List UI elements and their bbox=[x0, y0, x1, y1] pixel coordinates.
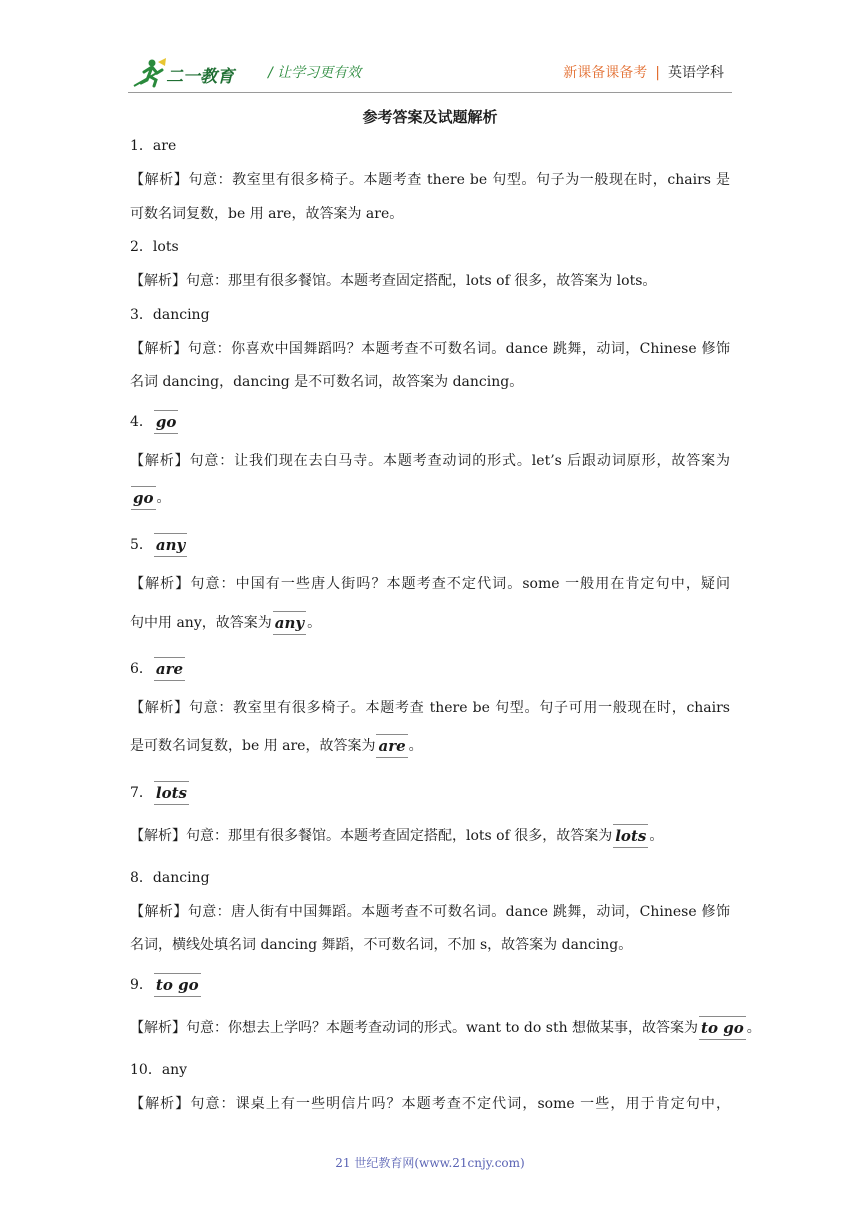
explanation-4-line-2: go 。 bbox=[130, 484, 171, 512]
header-slogan: / 让学习更有效 bbox=[268, 65, 362, 81]
handwritten-answer: lots bbox=[613, 822, 648, 850]
explanation-3-line-2: 名词 dancing，dancing 是不可数名词，故答案为 dancing。 bbox=[130, 374, 524, 390]
header-course: 新课备课备考 bbox=[563, 65, 648, 81]
explanation-8-line-2: 名词，横线处填名词 dancing 舞蹈，不可数名词，不加 s，故答案为 dancing。 bbox=[130, 937, 633, 953]
explanation-4-line-1: 【解析】句意：让我们现在去白马寺。本题考查动词的形式。let’s 后跟动词原形，故答案为 bbox=[130, 453, 730, 469]
answer-6: 6． are bbox=[130, 655, 186, 683]
handwritten-answer: are bbox=[376, 732, 407, 760]
logo-icon bbox=[132, 56, 250, 90]
explanation-1-line-2: 可数名词复数，be 用 are，故答案为 are。 bbox=[130, 206, 404, 222]
header-divider bbox=[128, 92, 732, 93]
svg-text:二一教育: 二一教育 bbox=[166, 67, 234, 87]
handwritten-answer: go bbox=[131, 484, 156, 512]
explanation-10-line-1: 【解析】句意：课桌上有一些明信片吗？本题考查不定代词，some 一些，用于肯定句中， bbox=[130, 1096, 730, 1112]
page-header bbox=[128, 52, 732, 92]
handwritten-answer: any bbox=[273, 609, 306, 637]
explanation-7: 【解析】句意：那里有很多餐馆。本题考查固定搭配，lots of 很多，故答案为 lots 。 bbox=[130, 822, 663, 850]
explanation-3-line-1: 【解析】句意：你喜欢中国舞蹈吗？本题考查不可数名词。dance 跳舞，动词，Chinese 修饰 bbox=[130, 341, 730, 357]
answer-1: 1．are bbox=[130, 138, 177, 154]
header-separator: | bbox=[655, 65, 660, 81]
explanation-6-line-1: 【解析】句意：教室里有很多椅子。本题考查 there be 句型。句子可用一般现在时，chairs bbox=[130, 700, 730, 716]
explanation-5-line-2: 句中用 any，故答案为 any 。 bbox=[130, 609, 321, 637]
answer-3: 3．dancing bbox=[130, 307, 210, 323]
answer-9: 9． to go bbox=[130, 971, 202, 999]
page-footer: 21 世纪教育网(www.21cnjy.com) bbox=[335, 1156, 525, 1170]
answer-7: 7． lots bbox=[130, 779, 190, 807]
explanation-6-line-2: 是可数名词复数，be 用 are，故答案为 are 。 bbox=[130, 732, 423, 760]
explanation-8-line-1: 【解析】句意：唐人街有中国舞蹈。本题考查不可数名词。dance 跳舞，动词，Chinese 修饰 bbox=[130, 904, 730, 920]
explanation-9: 【解析】句意：你想去上学吗？本题考查动词的形式。want to do sth 想做某事，故答案为 to go 。 bbox=[130, 1014, 761, 1042]
explanation-2: 【解析】句意：那里有很多餐馆。本题考查固定搭配，lots of 很多，故答案为 lots。 bbox=[130, 273, 657, 289]
answer-5: 5． any bbox=[130, 531, 188, 559]
handwritten-answer: go bbox=[154, 408, 179, 436]
answer-2: 2．lots bbox=[130, 239, 179, 255]
header-right bbox=[563, 62, 724, 82]
answer-8: 8．dancing bbox=[130, 870, 210, 886]
header-subject: 英语学科 bbox=[668, 65, 724, 81]
handwritten-answer: to go bbox=[154, 971, 201, 999]
page-title: 参考答案及试题解析 bbox=[362, 108, 498, 126]
answer-4: 4． go bbox=[130, 408, 179, 436]
explanation-1-line-1: 【解析】句意：教室里有很多椅子。本题考查 there be 句型。句子为一般现在时，chairs 是 bbox=[130, 172, 730, 188]
explanation-5-line-1: 【解析】句意：中国有一些唐人街吗？本题考查不定代词。some 一般用在肯定句中，疑问 bbox=[130, 576, 730, 592]
answer-10: 10．any bbox=[130, 1062, 188, 1078]
handwritten-answer: lots bbox=[154, 779, 189, 807]
handwritten-answer: any bbox=[154, 531, 187, 559]
handwritten-answer: are bbox=[154, 655, 185, 683]
handwritten-answer: to go bbox=[699, 1014, 746, 1042]
